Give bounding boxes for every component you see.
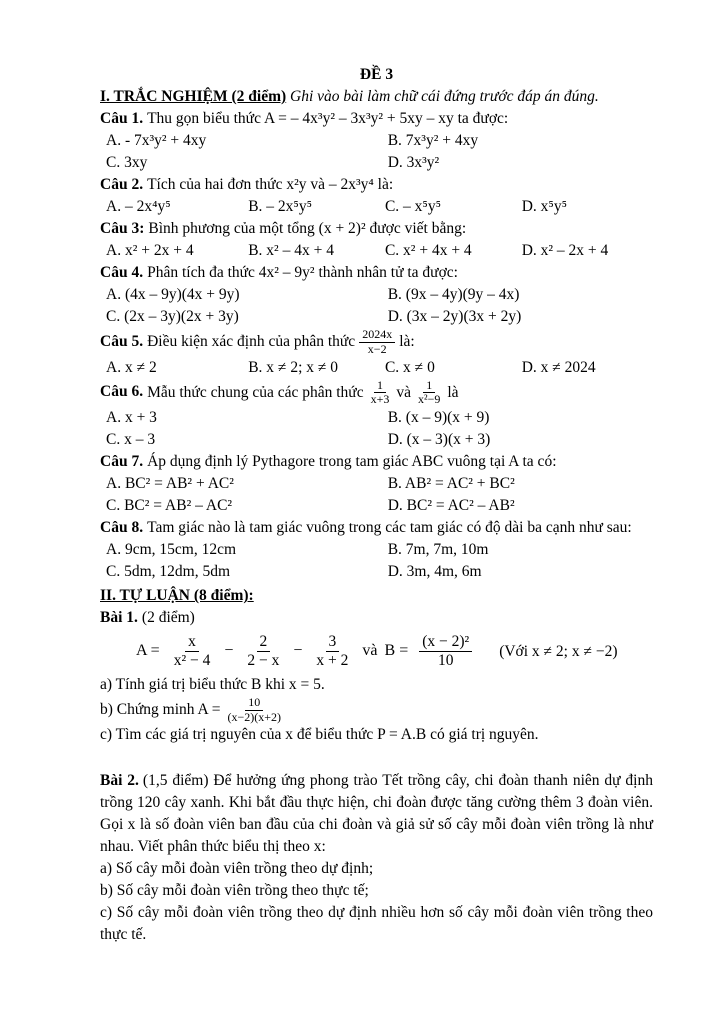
fraction-numerator: 3 (326, 633, 340, 652)
question-statement: Tích của hai đơn thức x²y và – 2x³y⁴ là: (147, 176, 394, 193)
question-text-line (100, 262, 653, 284)
fraction-denominator: (x−2)(x+2) (227, 709, 282, 724)
question-label: Câu 8. (100, 519, 144, 537)
question-text-line (100, 218, 653, 240)
option-b: B. x ≠ 2; x ≠ 0 (248, 358, 339, 376)
question-statement-post: là (447, 383, 459, 401)
question-options (100, 357, 653, 379)
fraction-numerator: x (185, 633, 199, 652)
question-label: Câu 4. (100, 264, 144, 281)
fraction-denominator: 10 (437, 652, 454, 669)
section1-heading: I. TRẮC NGHIỆM (2 điểm) (100, 88, 287, 105)
bai1-label: Bài 1. (100, 609, 138, 627)
option-d: D. 3x³y² (387, 154, 440, 171)
question-statement: Phân tích đa thức 4x² – 9y² thành nhân tử ta được: (147, 264, 458, 281)
fraction (359, 328, 395, 357)
page-title: ĐỀ 3 (359, 66, 394, 83)
option-b: B. x² – 4x + 4 (248, 242, 334, 259)
fraction-numerator: 2024x (359, 328, 395, 343)
question-options (100, 196, 653, 218)
option-d: D. x² – 2x + 4 (521, 242, 609, 259)
bai1-part-b-text: b) Chứng minh A = (100, 700, 221, 718)
bai2-part-c: c) Số cây mỗi đoàn viên trồng theo dự định nhiều hơn số cây mỗi đoàn viên trồng theo thực tế. (100, 904, 653, 944)
formula-b-eq: B = (384, 642, 409, 660)
question-label: Câu 7. (100, 453, 144, 471)
question-6 (100, 379, 653, 452)
fraction-denominator: 2 − x (247, 652, 280, 669)
bai2-part-b: b) Số cây mỗi đoàn viên trồng theo thực tế; (100, 882, 369, 900)
question-statement: Thu gọn biểu thức A = – 4x³y² – 3x³y² + 5xy – xy ta được: (147, 110, 509, 127)
section2-heading: II. TỰ LUẬN (8 điểm): (100, 587, 254, 605)
option-b: B. AB² = AC² + BC² (387, 475, 515, 493)
option-c: C. BC² = AB² – AC² (106, 497, 233, 515)
minus-operator: − (293, 642, 303, 660)
option-c: C. – x⁵y⁵ (384, 198, 441, 215)
fraction-numerator: 1 (374, 379, 386, 394)
question-options (100, 539, 653, 583)
fraction-numerator: 10 (245, 696, 263, 711)
option-d: D. BC² = AC² – AB² (387, 497, 515, 515)
question-statement-pre: Điều kiện xác định của phân thức (147, 332, 356, 350)
option-a: A. x² + 2x + 4 (106, 242, 194, 259)
fraction-numerator: 1 (423, 379, 435, 394)
option-d: D. x ≠ 2024 (521, 358, 596, 376)
question-8 (100, 517, 653, 583)
bai2-points: (1,5 điểm) (142, 772, 209, 790)
fraction-denominator: x²−9 (418, 392, 441, 407)
question-text-line (100, 451, 653, 473)
bai1-formula (136, 633, 653, 670)
question-options (100, 240, 653, 262)
question-label: Câu 2. (100, 176, 144, 193)
fraction-denominator: x+3 (370, 392, 390, 407)
option-a: A. - 7x³y² + 4xy (106, 132, 207, 149)
option-b: B. – 2x⁵y⁵ (248, 198, 312, 215)
option-d: D. x⁵y⁵ (521, 198, 567, 215)
fraction-3 (313, 633, 351, 670)
fraction-4 (419, 633, 472, 670)
question-text-line (100, 379, 653, 408)
question-statement: Bình phương của một tổng (x + 2)² được viết bằng: (148, 220, 467, 237)
bai2-part-a: a) Số cây mỗi đoàn viên trồng theo dự định; (100, 860, 374, 878)
option-a: A. 9cm, 15cm, 12cm (106, 541, 237, 559)
option-c: C. x² + 4x + 4 (384, 242, 472, 259)
fraction-1 (171, 633, 214, 670)
question-2 (100, 174, 653, 218)
question-text-line (100, 517, 653, 539)
formula-condition: (Với x ≠ 2; x ≠ −2) (499, 642, 618, 660)
fraction-1 (368, 379, 393, 408)
option-c: C. 3xy (106, 154, 148, 171)
option-b: B. 7x³y² + 4xy (387, 132, 479, 149)
fraction (225, 696, 285, 725)
option-c: C. (2x – 3y)(2x + 3y) (106, 308, 239, 325)
formula-a-eq: A = (136, 642, 160, 660)
bai1-part-c: c) Tìm các giá trị nguyên của x để biểu thức P = A.B có giá trị nguyên. (100, 726, 539, 744)
fraction-numerator: 2 (257, 633, 271, 652)
question-options (100, 473, 653, 517)
question-text-line (100, 174, 653, 196)
question-statement-post: là: (399, 332, 415, 350)
option-a: A. x ≠ 2 (106, 358, 157, 376)
fraction-2 (415, 379, 443, 408)
fraction-denominator: x + 2 (316, 652, 349, 669)
question-text-line (100, 328, 653, 357)
question-label: Câu 5. (100, 332, 144, 350)
bai1-part-b (100, 696, 653, 725)
question-label: Câu 1. (100, 110, 144, 127)
fraction-denominator: x² − 4 (173, 652, 211, 669)
fraction-numerator: (x − 2)² (419, 633, 472, 652)
question-label: Câu 3: (100, 220, 145, 237)
option-d: D. (3x – 2y)(3x + 2y) (387, 308, 522, 325)
bai1-title-line (100, 607, 653, 629)
bai2-label: Bài 2. (100, 772, 139, 790)
question-1 (100, 108, 653, 174)
section1-heading-line (100, 86, 653, 108)
bai2 (100, 770, 653, 946)
option-c: C. x – 3 (106, 431, 156, 449)
question-options (100, 284, 653, 328)
minus-operator: − (224, 642, 234, 660)
question-statement-mid: và (396, 383, 411, 401)
question-3 (100, 218, 653, 262)
bai2-statement: Để hưởng ứng phong trào Tết trồng cây, chi đoàn thanh niên dự định trồng 120 cây xanh. Khi bắt đầu thực hiện, chi đoàn được tăng cường thêm 3 đoàn viên. Gọi x là số đoàn viên ban đầu của chi đoàn và giả sử số cây mỗi đoàn viên trồng là như nhau. Viết phân thức biểu thị theo x: (100, 772, 653, 856)
option-a: A. x + 3 (106, 409, 157, 427)
fraction-2 (244, 633, 282, 670)
question-options (100, 407, 653, 451)
conjunction: và (362, 642, 378, 660)
section1-instruction: Ghi vào bài làm chữ cái đứng trước đáp án đúng. (290, 88, 599, 105)
question-statement: Tam giác nào là tam giác vuông trong các tam giác có độ dài ba cạnh như sau: (147, 519, 632, 537)
option-c: C. 5dm, 12dm, 5dm (106, 563, 231, 581)
option-a: A. – 2x⁴y⁵ (106, 198, 171, 215)
option-d: D. 3m, 4m, 6m (387, 563, 482, 581)
option-c: C. x ≠ 0 (384, 358, 435, 376)
question-5 (100, 328, 653, 379)
question-7 (100, 451, 653, 517)
question-text-line (100, 108, 653, 130)
option-b: B. (9x – 4y)(9y – 4x) (387, 286, 520, 303)
question-statement-pre: Mẫu thức chung của các phân thức (147, 383, 364, 401)
question-4 (100, 262, 653, 328)
bai1-part-a: a) Tính giá trị biểu thức B khi x = 5. (100, 675, 325, 693)
option-d: D. (x – 3)(x + 3) (387, 431, 491, 449)
bai1 (100, 607, 653, 746)
option-a: A. (4x – 9y)(4x + 9y) (106, 286, 240, 303)
bai2-text (100, 770, 653, 858)
question-label: Câu 6. (100, 383, 144, 401)
fraction-denominator: x−2 (367, 341, 387, 356)
option-a: A. BC² = AB² + AC² (106, 475, 234, 493)
option-b: B. (x – 9)(x + 9) (387, 409, 490, 427)
question-options (100, 130, 653, 174)
option-b: B. 7m, 7m, 10m (387, 541, 489, 559)
question-statement: Áp dụng định lý Pythagore trong tam giác ABC vuông tại A ta có: (147, 453, 557, 471)
bai1-points: (2 điểm) (141, 609, 195, 627)
